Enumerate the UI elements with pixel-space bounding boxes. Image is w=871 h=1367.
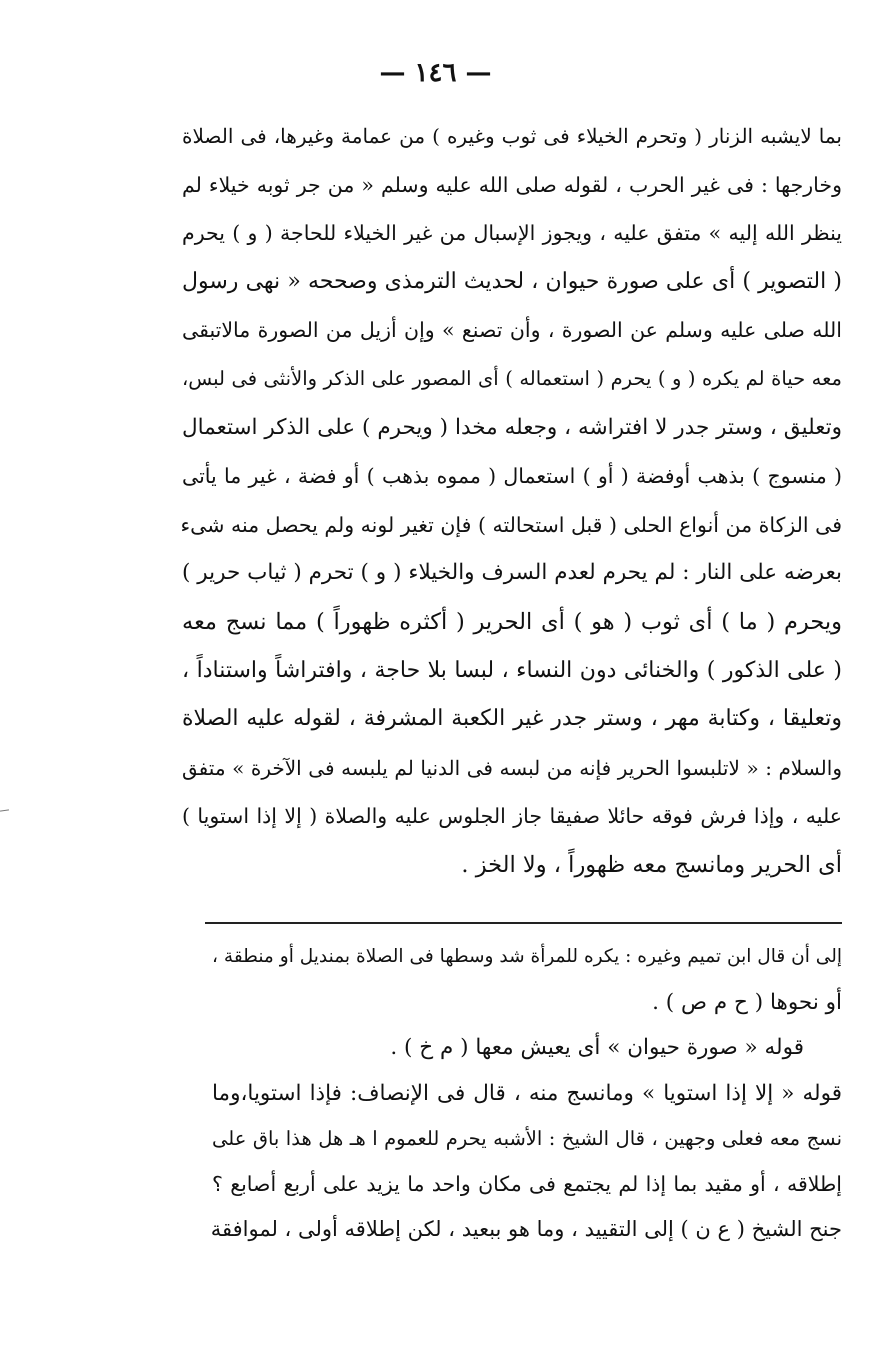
- footnote-divider: [205, 922, 842, 924]
- footnote-line: إطلاقه ، أو مقيد بما إذا لم يجتمع فى مكان واحد ما يزيد على أربع أصابع ؟: [212, 1171, 842, 1196]
- main-text-line: ( على الذكور ) والخنائى دون النساء ، لبسا بلا حاجة ، وافتراشاً واستناداً ،: [182, 657, 842, 683]
- main-text-line: بما لايشبه الزنار ( وتحرم الخيلاء فى ثوب وغيره ) من عمامة وغيرها، فى الصلاة: [182, 124, 842, 148]
- footnote-line: قوله « صورة حيوان » أى يعيش معها ( م خ ) .: [390, 1035, 804, 1060]
- margin-mark: [0, 809, 9, 811]
- main-text-line: معه حياة لم يكره ( و ) يحرم ( استعماله ) أى المصور على الذكر والأنثى فى لبس،: [182, 366, 842, 390]
- footnote-line: أو نحوها ( ح م ص ) .: [652, 989, 842, 1015]
- main-text-line: وتعليقا ، وكتابة مهر ، وستر جدر غير الكعبة المشرفة ، لقوله عليه الصلاة: [182, 706, 842, 732]
- page-number: — ١٤٦ —: [379, 58, 492, 88]
- footnotes-block: [212, 934, 842, 1253]
- main-text-line: بعرضه على النار : لم يحرم لعدم السرف والخيلاء ( و ) تحرم ( ثياب حرير ): [182, 560, 842, 586]
- main-text-line: وتعليق ، وستر جدر لا افتراشه ، وجعله مخدا ( ويحرم ) على الذكر استعمال: [182, 414, 842, 440]
- main-text-line: فى الزكاة من أنواع الحلى ( قبل استحالته ) فإن تغير لونه ولم يحصل منه شىء: [180, 512, 842, 537]
- main-text-line: والسلام : « لاتلبسوا الحرير فإنه من لبسه فى الدنيا لم يلبسه فى الآخرة » متفق: [182, 755, 842, 780]
- main-text-line: الله صلى عليه وسلم عن الصورة ، وأن تصنع » وإن أزيل من الصورة مالاتبقى: [182, 318, 842, 343]
- main-text-line: أى الحرير ومانسج معه ظهوراً ، ولا الخز .: [461, 851, 842, 878]
- footnote-line: إلى أن قال ابن تميم وغيره : يكره للمرأة شد وسطها فى الصلاة بمنديل أو منطقة ،: [212, 946, 842, 967]
- footnote-line: جنح الشيخ ( ع ن ) إلى التقييد ، وما هو ببعيد ، لكن إطلاقه أولى ، لموافقة: [210, 1217, 842, 1241]
- main-text-block: [182, 112, 842, 890]
- main-text-line: عليه ، وإذا فرش فوقه حائلا صفيقا جاز الجلوس عليه والصلاة ( إلا إذا استويا ): [182, 804, 842, 829]
- footnote-line: نسج معه فعلى وجهين ، قال الشيخ : الأشبه يحرم للعموم ا هـ هل هذا باق على: [212, 1127, 842, 1150]
- main-text-line: وخارجها : فى غير الحرب ، لقوله صلى الله عليه وسلم « من جر ثوبه خيلاء لم: [182, 172, 842, 197]
- main-text-line: ( التصوير ) أى على صورة حيوان ، لحديث الترمذى وصححه « نهى رسول: [182, 268, 842, 294]
- footnote-line: قوله « إلا إذا استويا » ومانسج منه ، قال فى الإنصاف: فإذا استويا،وما: [212, 1080, 842, 1106]
- main-text-line: ينظر الله إليه » متفق عليه ، ويجوز الإسبال من غير الخيلاء للحاجة ( و ) يحرم: [182, 221, 842, 246]
- main-text-line: ويحرم ( ما ) أى ثوب ( هو ) أى الحرير ( أكثره ظهوراً ) مما نسج معه: [182, 608, 842, 635]
- main-text-line: ( منسوج ) بذهب أوفضة ( أو ) استعمال ( مموه بذهب ) أو فضة ، غير ما يأتى: [182, 464, 842, 489]
